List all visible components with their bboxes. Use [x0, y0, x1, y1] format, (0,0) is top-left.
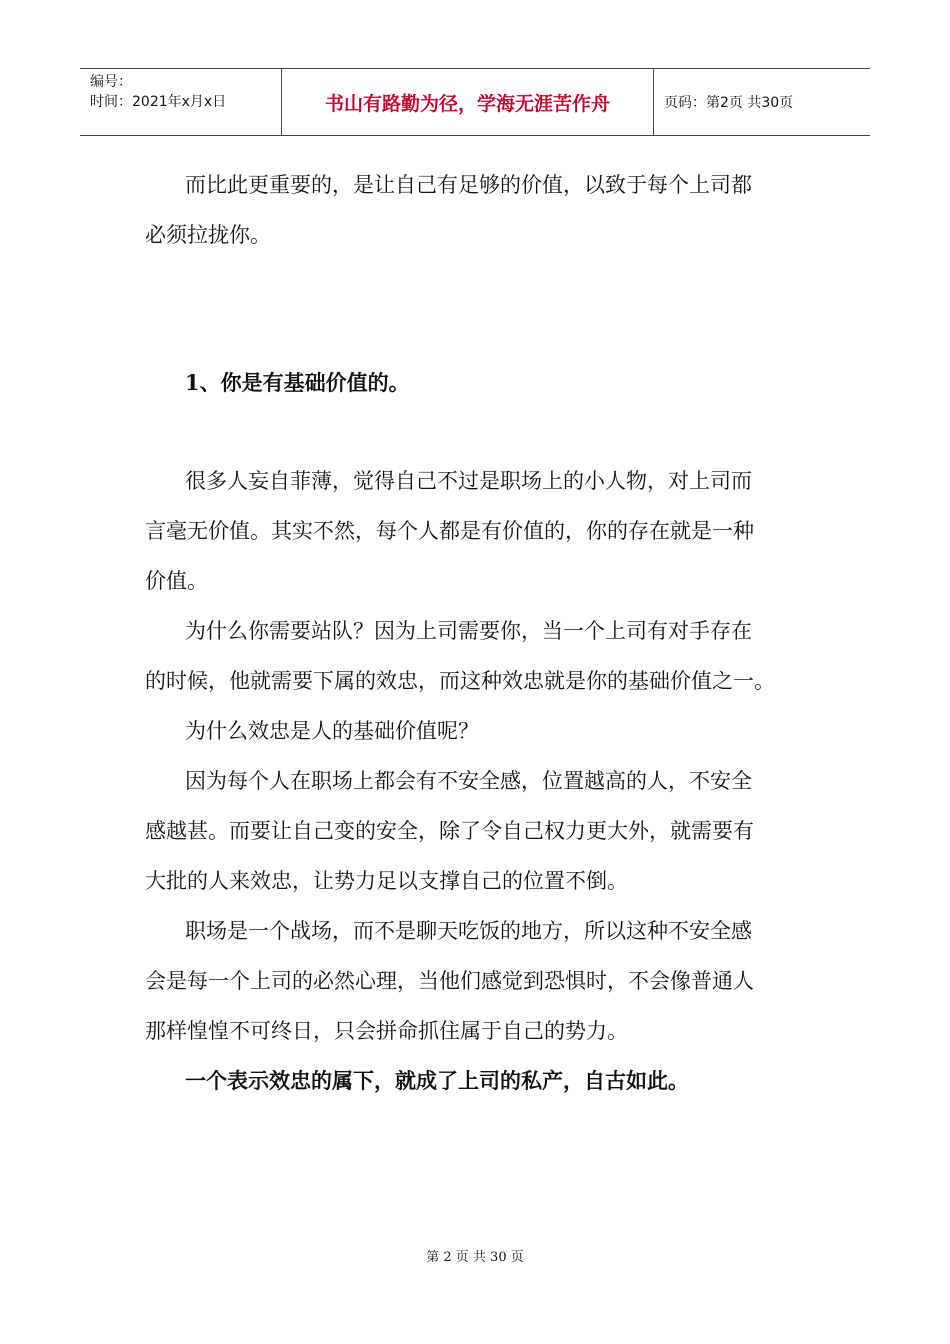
header-meta: [80, 69, 282, 135]
paragraph-line: 那样惶惶不可终日，只会拼命抓住属于自己的势力。: [145, 1019, 628, 1043]
paragraph-line: 感越甚。而要让自己变的安全，除了令自己权力更大外，就需要有: [145, 819, 754, 843]
paragraph-line: 为什么你需要站队？因为上司需要你，当一个上司有对手存在: [185, 619, 752, 643]
paragraph-line: 价值。: [145, 569, 208, 593]
paragraph-2: [145, 456, 805, 606]
paragraph-line: 必须拉拢你。: [145, 223, 271, 247]
paragraph-line: 因为每个人在职场上都会有不安全感，位置越高的人，不安全: [185, 769, 752, 793]
header-page-label: 页码：第2页 共30页: [664, 95, 794, 111]
code-label: 编号：: [90, 74, 132, 90]
time-label: 时间：2021年x月x日: [90, 94, 227, 110]
paragraph-line: 为什么效忠是人的基础价值呢？: [185, 719, 479, 743]
page-footer: 第 2 页 共 30 页: [426, 1250, 524, 1265]
paragraph-line: 一个表示效忠的属下，就成了上司的私产，自古如此。: [185, 1068, 689, 1093]
heading-text: 1、你是有基础价值的。: [185, 370, 410, 395]
paragraph-line: 的时候，他就需要下属的效忠，而这种效忠就是你的基础价值之一。: [145, 669, 775, 693]
paragraph-line: 会是每一个上司的必然心理，当他们感觉到恐惧时，不会像普通人: [145, 969, 754, 993]
paragraph-6: [145, 906, 805, 1056]
paragraph-line: 职场是一个战场，而不是聊天吃饭的地方，所以这种不安全感: [185, 919, 752, 943]
paragraph-line: 大批的人来效忠，让势力足以支撑自己的位置不倒。: [145, 869, 628, 893]
paragraph-line: 很多人妄自菲薄，觉得自己不过是职场上的小人物，对上司而: [185, 469, 752, 493]
section-heading: [145, 358, 805, 408]
paragraph-line: 言毫无价值。其实不然，每个人都是有价值的，你的存在就是一种: [145, 519, 754, 543]
paragraph-4: [145, 706, 805, 756]
paragraph-3: [145, 606, 805, 706]
paragraph-line: 而比此更重要的，是让自己有足够的价值，以致于每个上司都: [185, 173, 752, 197]
document-header: [80, 68, 870, 136]
paragraph-7-bold: [145, 1056, 805, 1106]
header-motto: 书山有路勤为径，学海无涯苦作舟: [282, 69, 654, 135]
paragraph-5: [145, 756, 805, 906]
paragraph-1: [145, 160, 805, 260]
